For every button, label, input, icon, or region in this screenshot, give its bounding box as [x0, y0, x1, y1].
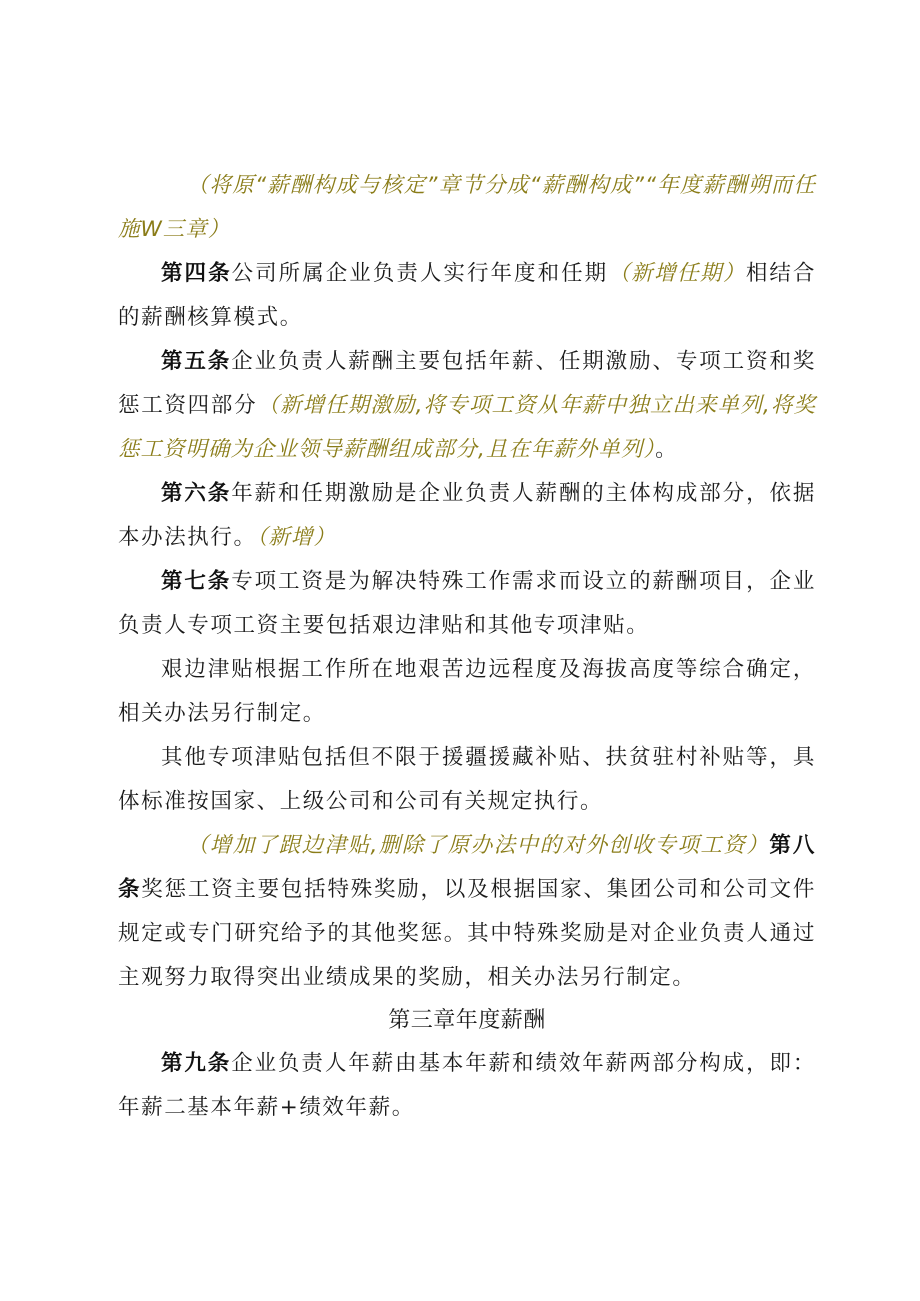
- chapter-3-heading: 第三章年度薪酬: [388, 1008, 546, 1033]
- hardship-allowance-paragraph: 艰边津贴根据工作所在地艰苦边远程度及海拔高度等综合确定，相关办法另行制定。: [118, 657, 816, 726]
- document-body: [118, 164, 816, 1130]
- article-5-label: 第五条: [161, 349, 232, 374]
- article-5-tail: 。: [655, 437, 679, 462]
- other-allowance-paragraph: 其他专项津贴包括但不限于援疆援藏补贴、扶贫驻村补贴等，具体标准按国家、上级公司和公司有关规定执行。: [118, 745, 816, 814]
- article-8-text: 奖惩工资主要包括特殊奖励，以及根据国家、集团公司和公司文件规定或专门研究给予的其他奖惩。其中特殊奖励是对企业负责人通过主观努力取得突出业绩成果的奖励，相关办法另行制定。: [118, 877, 816, 990]
- article-4-note: （新增任期）: [608, 261, 746, 286]
- article-6: [118, 472, 816, 560]
- article-9-label: 第九条: [161, 1051, 232, 1076]
- article-4-text-2: 相结合的薪酬核算模式。: [118, 261, 816, 330]
- article-5-note: （新增任期激励,将专项工资从年薪中独立出来单列,将奖惩工资明确为企业领导薪酬组成部分,且在年薪外单列）: [118, 393, 816, 462]
- article-7: [118, 560, 816, 648]
- article-4-label: 第四条: [161, 261, 232, 286]
- article-4: [118, 252, 816, 340]
- article-8-note: （增加了跟边津贴,删除了原办法中的对外创收专项工资）: [186, 833, 770, 858]
- article-6-note: （新增）: [256, 525, 336, 550]
- intro-note-paragraph: [118, 164, 816, 252]
- article-9-text: 企业负责人年薪由基本年薪和绩效年薪两部分构成，即：年薪二基本年薪+绩效年薪。: [118, 1051, 816, 1120]
- intro-note: （将原“薪酬构成与核定”章节分成“薪酬构成”“年度薪酬朔而任施W三章）: [118, 173, 816, 242]
- article-5-text: 企业负责人薪酬主要包括年薪、任期激励、专项工资和奖惩工资四部分: [118, 349, 816, 418]
- article-7-text: 专项工资是为解决特殊工作需求而设立的薪酬项目，企业负责人专项工资主要包括艰边津贴和其他专项津贴。: [118, 569, 816, 638]
- article-7-label: 第七条: [161, 569, 232, 594]
- article-5: [118, 340, 816, 472]
- article-9: [118, 1042, 816, 1130]
- article-6-text: 年薪和任期激励是企业负责人薪酬的主体构成部分，依据本办法执行。: [118, 481, 816, 550]
- article-6-label: 第六条: [161, 481, 232, 506]
- article-4-text-1: 公司所属企业负责人实行年度和任期: [231, 261, 609, 286]
- article-8: [118, 824, 816, 1000]
- article-8-label: 第八条: [118, 833, 816, 902]
